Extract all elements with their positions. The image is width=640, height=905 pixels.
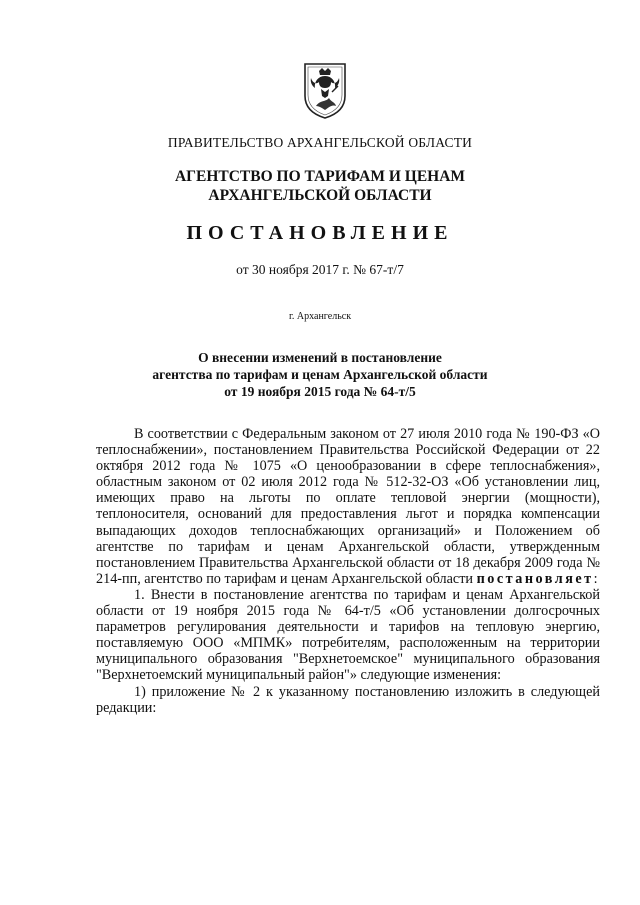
government-name: ПРАВИТЕЛЬСТВО АРХАНГЕЛЬСКОЙ ОБЛАСТИ [167,135,473,150]
agency-name-line1: АГЕНТСТВО ПО ТАРИФАМ И ЦЕНАМ [174,168,466,185]
subitem-1-paragraph: 1) приложение № 2 к указанному постановлению изложить в следующей редакции: [96,683,600,716]
preamble-end: : [593,570,598,587]
resolves-keyword: постановляет [476,570,594,587]
document-subject [0,349,640,400]
subject-line1: О внесении изменений в постановление [198,350,442,365]
subject-line3: от 19 ноября 2015 года № 64-т/5 [224,384,416,399]
subject-line2: агентства по тарифам и ценам Архангельской области [152,367,488,382]
document-body [96,426,600,716]
coat-of-arms-emblem [302,62,348,120]
item-1-paragraph: 1. Внести в постановление агентства по тарифам и ценам Архангельской области от 19 ноября 2015 года № 64-т/5 «Об установлении долгосрочных параметров регулирования деятельности и тарифов на тепловую энергию, поставляемую ООО «МПМК» потребителям, расположенным на территории муниципального образования "Верхнетоемское" муниципального образования "Верхнетоемский муниципальный район"» следующие изменения: [96,586,600,684]
date-and-number: от 30 ноября 2017 г. № 67-т/7 [236,262,404,277]
preamble-paragraph [96,426,600,587]
document-type-title: ПОСТАНОВЛЕНИЕ [186,222,454,244]
agency-name [0,167,640,205]
preamble-text: В соответствии с Федеральным законом от 27 июля 2010 года № 190-ФЗ «О теплоснабжении», постановлением Правительства Российской Федерации от 22 октября 2012 года № 1075 «О ценообразовании в сфере теплоснабжения», областным законом от 02 июля 2012 года № 512-32-ОЗ «Об установлении лиц, имеющих право на льготы по оплате тепловой энергии (мощности), теплоносителя, оснований для предоставления льгот и порядка компенсации выпадающих доходов теплоснабжающих организаций» и Положением об агентстве по тарифам и ценам Архангельской области, утвержденным постановлением Правительства Архангельской области от 18 декабря 2009 года № 214-пп, агентство по тарифам и ценам Архангельской области [96,426,600,587]
city-name: г. Архангельск [288,311,352,322]
agency-name-line2: АРХАНГЕЛЬСКОЙ ОБЛАСТИ [208,187,432,204]
